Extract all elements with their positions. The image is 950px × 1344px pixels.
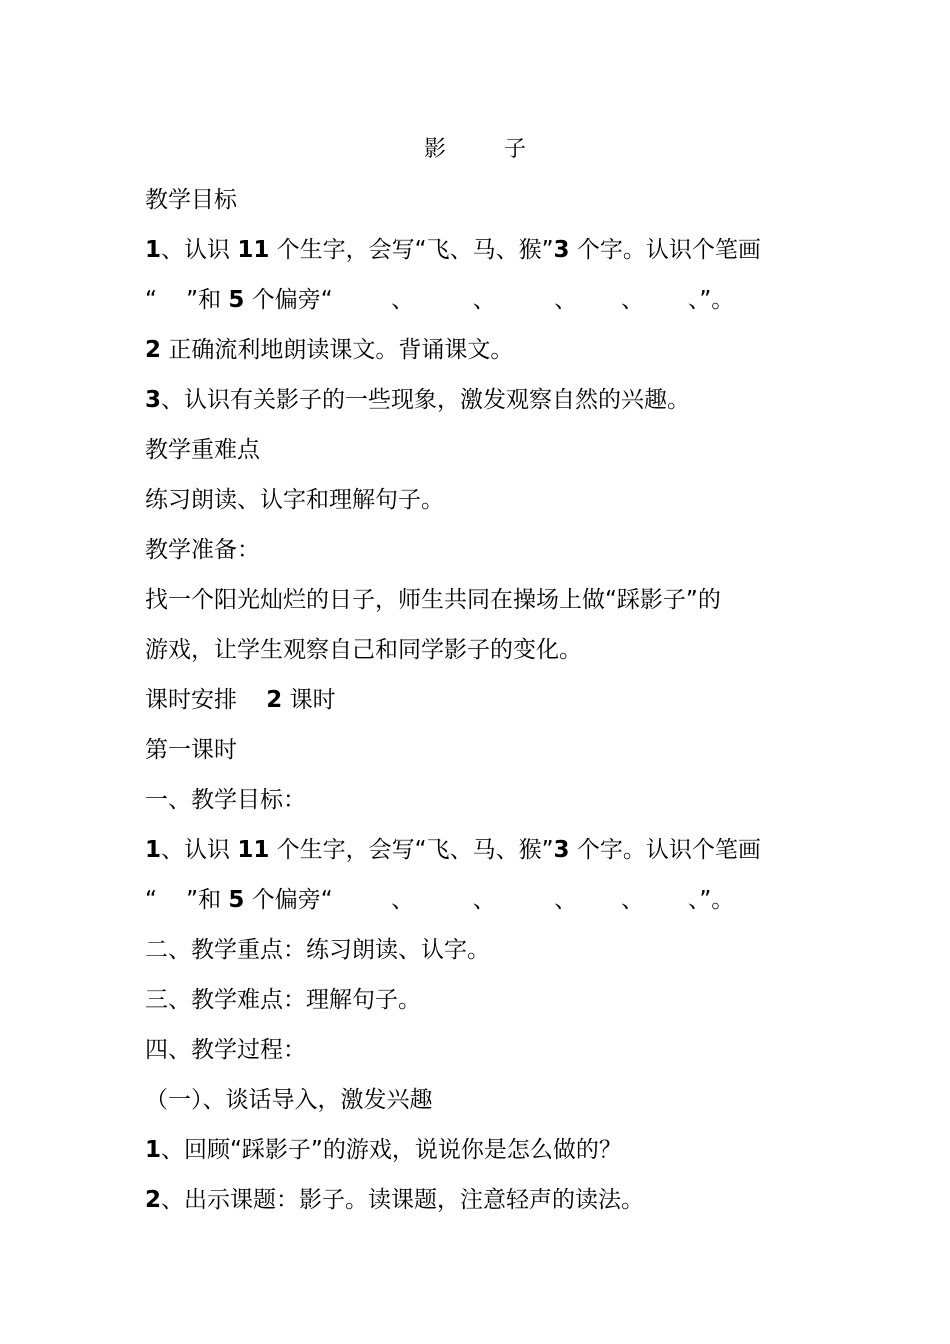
title-char-2: 子 bbox=[504, 137, 527, 162]
section-2-key-points: 二、教学重点：练习朗读、认字。 bbox=[145, 937, 490, 963]
process-step-intro: （一）、谈话导入，激发兴趣 bbox=[145, 1087, 433, 1113]
goal-item-1-continued: “ ”和 5 个偏旁“ 、 、 、 、 、”。 bbox=[145, 287, 735, 313]
document-title bbox=[0, 130, 950, 170]
lesson-goal-item-1: 1、认识 11 个生字，会写“飞、马、猴”3 个字。认识个笔画 bbox=[145, 837, 761, 863]
goal-item-1: 1、认识 11 个生字，会写“飞、马、猴”3 个字。认识个笔画 bbox=[145, 237, 761, 263]
lesson-goal-item-1-continued: “ ”和 5 个偏旁“ 、 、 、 、 、”。 bbox=[145, 887, 735, 913]
document-body bbox=[145, 175, 825, 1225]
heading-preparation: 教学准备： bbox=[145, 537, 260, 563]
process-item-1: 1、回顾“踩影子”的游戏，说说你是怎么做的？ bbox=[145, 1137, 622, 1163]
section-3-difficulties: 三、教学难点：理解句子。 bbox=[145, 987, 421, 1013]
preparation-text-2: 游戏，让学生观察自己和同学影子的变化。 bbox=[145, 637, 582, 663]
title-char-1: 影 bbox=[423, 137, 446, 162]
goal-item-2: 2 正确流利地朗读课文。背诵课文。 bbox=[145, 337, 514, 363]
section-1-goals: 一、教学目标： bbox=[145, 787, 306, 813]
schedule-line: 课时安排 2 课时 bbox=[145, 687, 336, 713]
heading-first-lesson: 第一课时 bbox=[145, 737, 237, 763]
key-difficulties-text: 练习朗读、认字和理解句子。 bbox=[145, 487, 444, 513]
process-item-2: 2、出示课题：影子。读课题，注意轻声的读法。 bbox=[145, 1187, 645, 1213]
goal-item-3: 3、认识有关影子的一些现象，激发观察自然的兴趣。 bbox=[145, 387, 691, 413]
section-4-process: 四、教学过程： bbox=[145, 1037, 306, 1063]
heading-key-difficulties: 教学重难点 bbox=[145, 437, 260, 463]
preparation-text-1: 找一个阳光灿烂的日子，师生共同在操场上做“踩影子”的 bbox=[145, 587, 721, 613]
heading-teaching-goals: 教学目标 bbox=[145, 187, 237, 213]
